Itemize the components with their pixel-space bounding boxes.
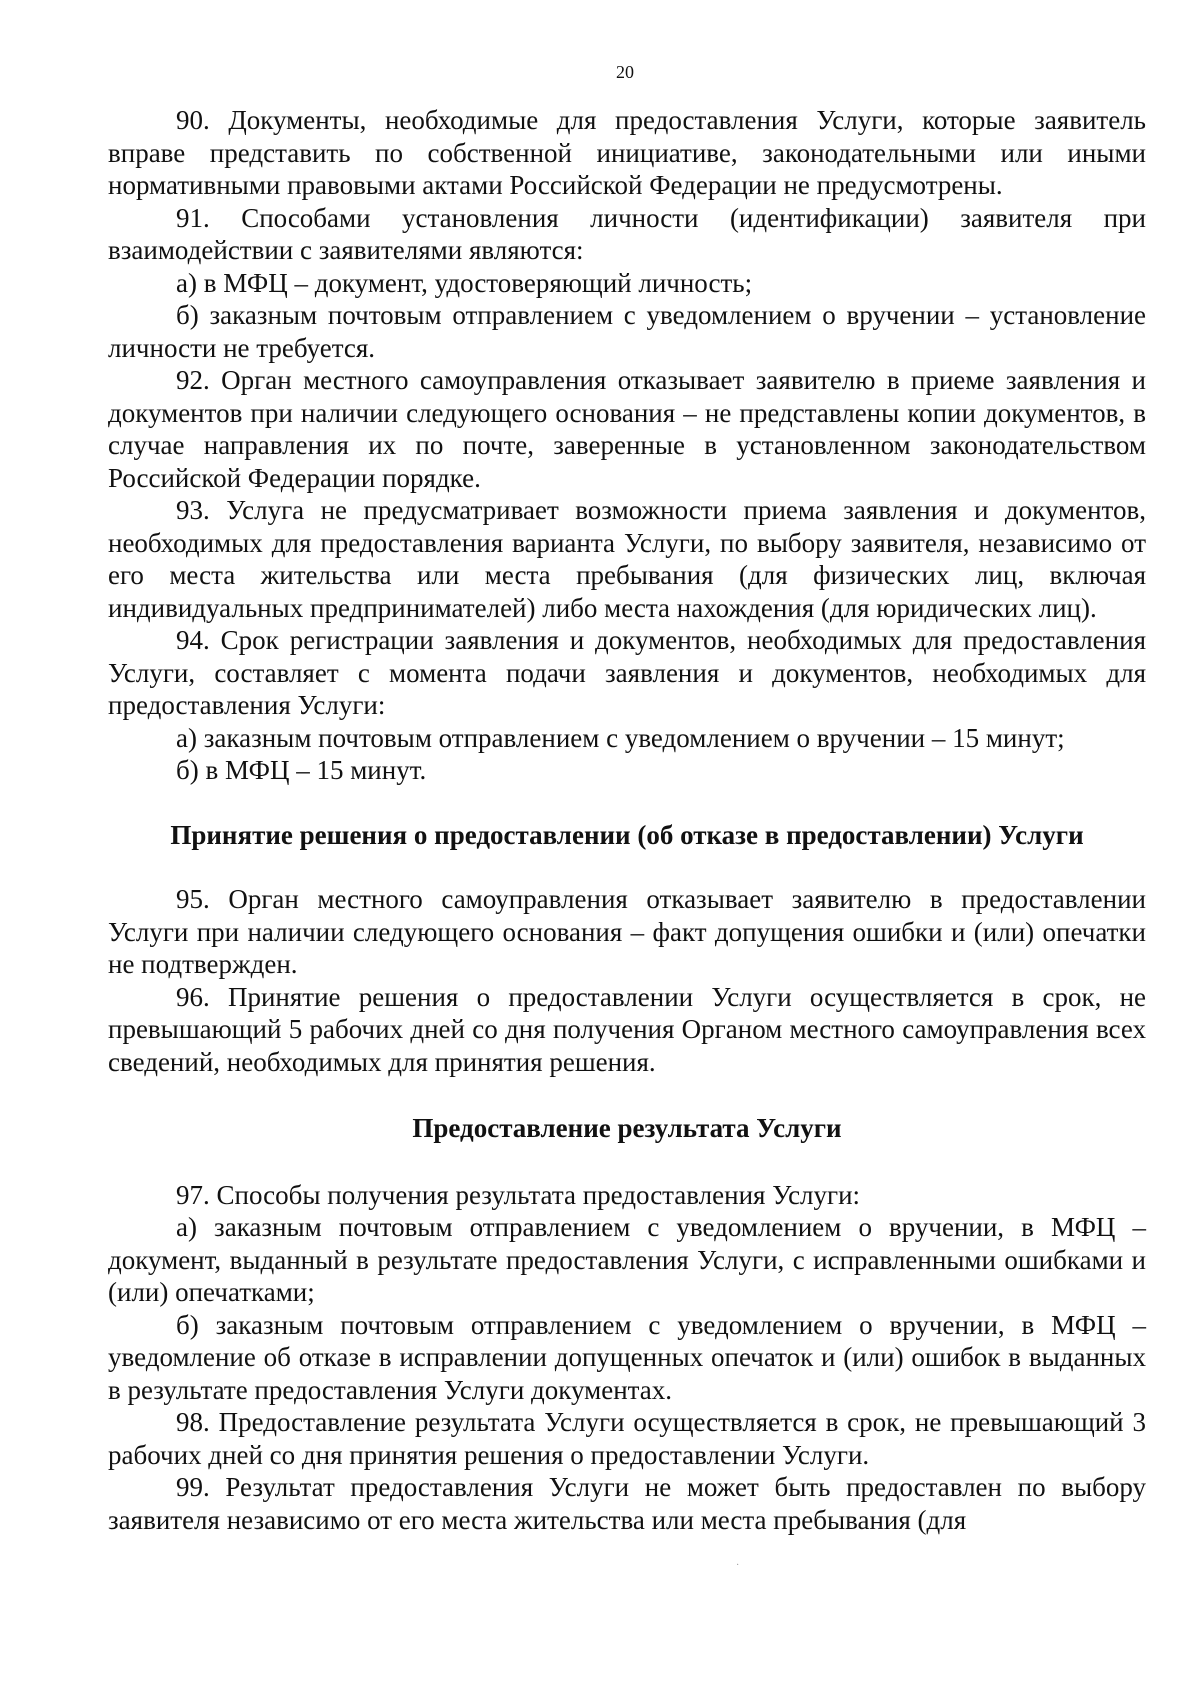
paragraph-93: 93. Услуга не предусматривает возможности приема заявления и документов, необходимых для предоставления варианта Услуги, по выбору заявителя, независимо от его места жительства или места пребывания (для физических лиц, включая индивидуальных предпринимателей) либо места нахождения (для юридических лиц).: [108, 495, 1146, 623]
document-body: [108, 104, 1146, 1536]
paragraph-92: 92. Орган местного самоуправления отказывает заявителю в приеме заявления и документов при наличии следующего основания – не представлены копии документов, в случае направления их по почте, заверенные в установленном законодательством Российской Федерации порядке.: [108, 365, 1146, 493]
paragraph-91: 91. Способами установления личности (идентификации) заявителя при взаимодействии с заявителями являются:: [108, 202, 1146, 265]
paragraph-91-b: б) заказным почтовым отправлением с уведомлением о вручении – установление личности не требуется.: [108, 300, 1146, 363]
paragraph-91-a: а) в МФЦ – документ, удостоверяющий личность;: [176, 267, 753, 298]
paragraph-96: 96. Принятие решения о предоставлении Услуги осуществляется в срок, не превышающий 5 рабочих дней со дня получения Органом местного самоуправления всех сведений, необходимых для принятия решения.: [108, 981, 1146, 1077]
page-number: 20: [616, 62, 634, 82]
paragraph-94: 94. Срок регистрации заявления и документов, необходимых для предоставления Услуги, составляет с момента подачи заявления и документов, необходимых для предоставления Услуги:: [108, 625, 1146, 720]
scan-speck: ·: [736, 1560, 740, 1571]
paragraph-94-a: а) заказным почтовым отправлением с уведомлением о вручении – 15 минут;: [176, 722, 1065, 753]
section-heading-decision: Принятие решения о предоставлении (об отказе в предоставлении) Услуги: [170, 819, 1084, 850]
paragraph-90: 90. Документы, необходимые для предоставления Услуги, которые заявитель вправе представить по собственной инициативе, законодательными или иными нормативными правовыми актами Российской Федерации не предусмотрены.: [108, 105, 1146, 200]
paragraph-94-b: б) в МФЦ – 15 минут.: [176, 755, 427, 785]
paragraph-97: 97. Способы получения результата предоставления Услуги:: [176, 1179, 861, 1210]
paragraph-95: 95. Орган местного самоуправления отказывает заявителю в предоставлении Услуги при наличии следующего основания – факт допущения ошибки и (или) опечатки не подтвержден.: [108, 884, 1146, 979]
section-heading-result: Предоставление результата Услуги: [412, 1113, 842, 1143]
paragraph-99: 99. Результат предоставления Услуги не может быть предоставлен по выбору заявителя независимо от его места жительства или места пребывания (для: [108, 1472, 1146, 1535]
paragraph-97-a: а) заказным почтовым отправлением с уведомлением о вручении, в МФЦ – документ, выданный в результате предоставления Услуги, с исправленными ошибками и (или) опечатками;: [108, 1212, 1146, 1307]
paragraph-97-b: б) заказным почтовым отправлением с уведомлением о вручении, в МФЦ – уведомление об отказе в исправлении допущенных опечаток и (или) ошибок в выданных в результате предоставления Услуги документах.: [108, 1309, 1146, 1405]
paragraph-98: 98. Предоставление результата Услуги осуществляется в срок, не превышающий 3 рабочих дней со дня принятия решения о предоставлении Услуги.: [108, 1407, 1146, 1470]
